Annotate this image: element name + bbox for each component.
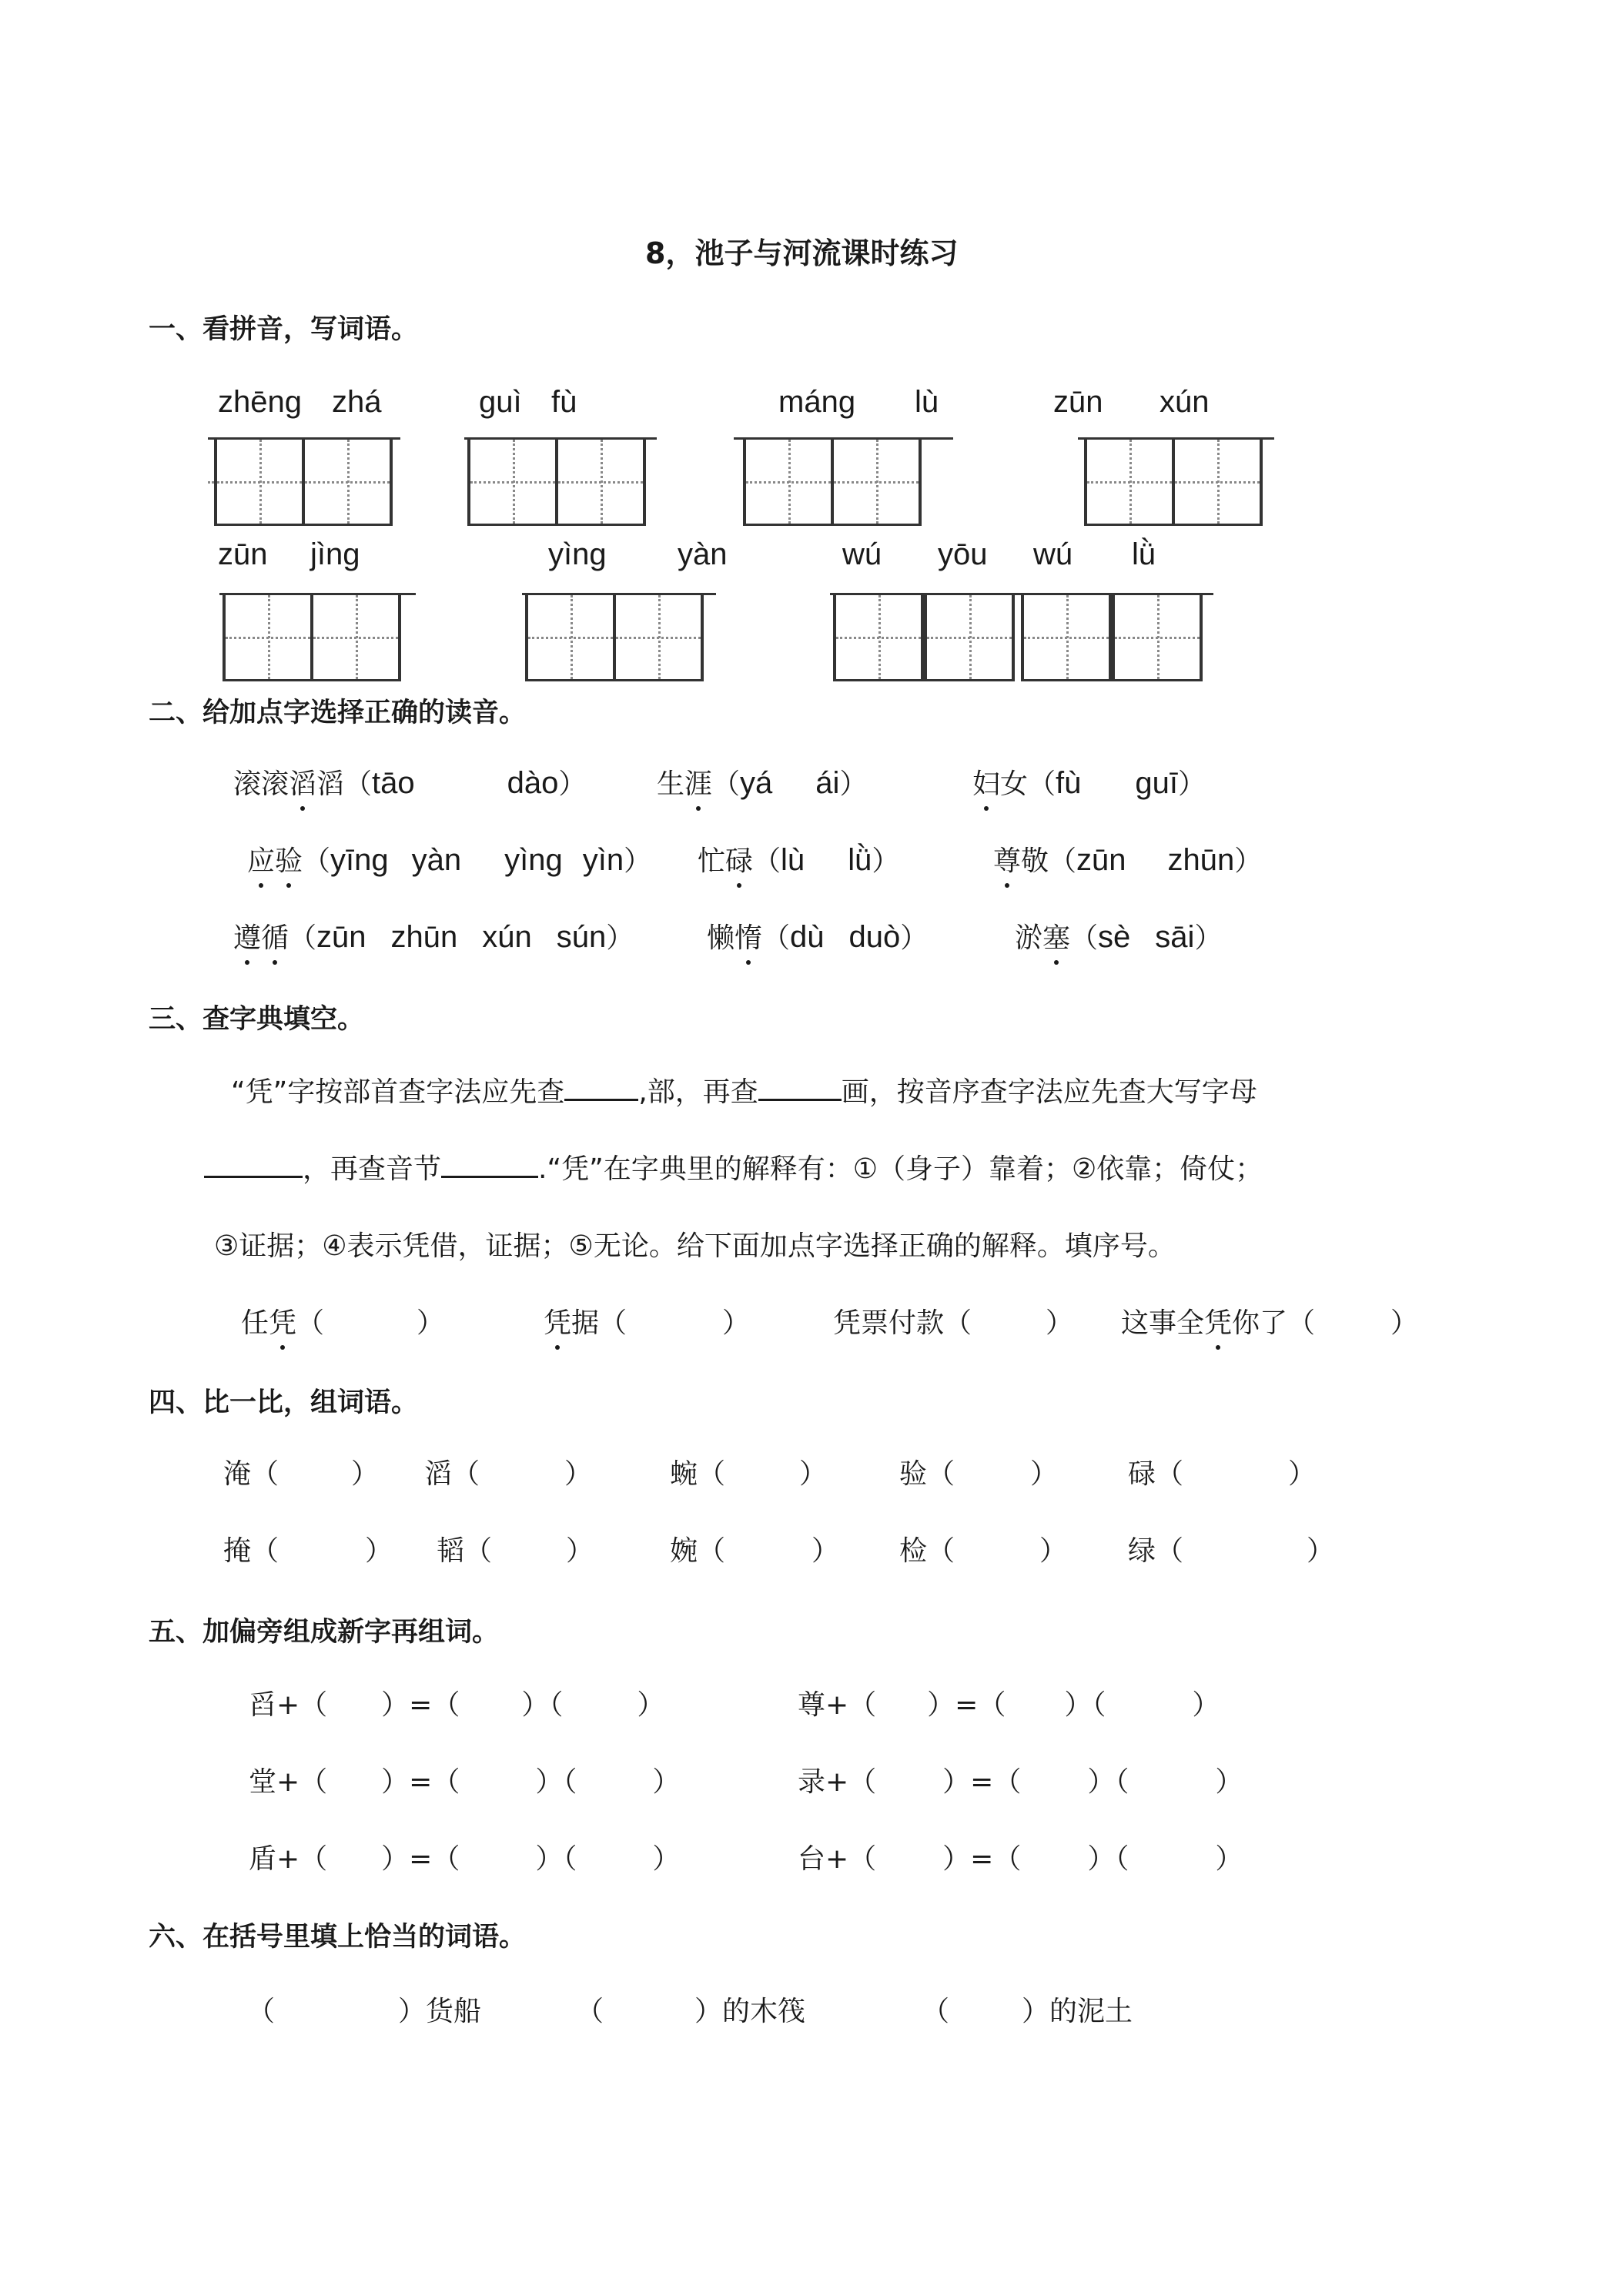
- char-open: 碌（: [1128, 1458, 1184, 1490]
- writing-cell[interactable]: [743, 440, 834, 526]
- fill-item: [576, 1990, 805, 2029]
- radical-open: 台+（: [798, 1843, 877, 1875]
- compare-item: [424, 1452, 592, 1491]
- grid-guide: [1157, 595, 1160, 679]
- paren-close: ）: [652, 1766, 681, 1798]
- paren-close: ）: [1307, 1535, 1335, 1567]
- answer-blank[interactable]: [441, 1148, 538, 1178]
- pinyin: lǜ: [1132, 537, 1156, 571]
- paren-close: ）: [417, 1307, 445, 1339]
- meaning-item: [544, 1301, 750, 1340]
- answer-blank[interactable]: [204, 1148, 303, 1178]
- pinyin: yìng: [548, 537, 607, 571]
- dotted-char: 凭: [544, 1301, 571, 1340]
- writing-cell[interactable]: [924, 595, 1015, 681]
- compare-item: [670, 1529, 839, 1568]
- paren-open: （: [247, 1996, 276, 2027]
- grid-guide: [1066, 595, 1069, 679]
- radical-mid: ）（: [1064, 1689, 1106, 1721]
- pinyin: zūn: [218, 537, 268, 571]
- paren-close: ）: [606, 922, 634, 954]
- reading-item: [972, 762, 1206, 802]
- word-text: 滚滚: [233, 768, 289, 800]
- grid-guide: [788, 440, 791, 524]
- radical-eq: ）=（: [381, 1689, 460, 1721]
- writing-cell[interactable]: [1172, 440, 1263, 526]
- dotted-char: 循: [261, 916, 289, 956]
- pinyin-option[interactable]: yàn: [411, 843, 462, 877]
- radical-eq: ）=（: [381, 1843, 460, 1875]
- section-4-heading: 四、比一比，组词语。: [149, 1387, 419, 1418]
- meaning-item: [1121, 1301, 1418, 1340]
- dict-text: “凭”字按部首查字法应先查: [231, 1076, 565, 1108]
- word-text: 女（: [1000, 768, 1056, 800]
- writing-cell[interactable]: [1021, 595, 1112, 681]
- char-open: 掩（: [223, 1535, 279, 1567]
- compare-item: [223, 1452, 379, 1491]
- grid-guide: [268, 595, 270, 679]
- grid-guide: [876, 440, 878, 524]
- compare-item: [1128, 1452, 1316, 1491]
- pinyin-option[interactable]: ái: [815, 766, 840, 800]
- paren-close: ）: [1215, 1843, 1243, 1875]
- pinyin: fù: [551, 385, 577, 419]
- radical-open: 堂+（: [249, 1766, 328, 1798]
- compare-item: [437, 1529, 594, 1568]
- paren-close: ）: [624, 845, 652, 877]
- section-1-heading: 一、看拼音，写词语。: [149, 314, 419, 345]
- pinyin: zūn: [1053, 385, 1103, 419]
- paren-close: ）: [872, 845, 900, 877]
- pinyin-option[interactable]: zūn: [1076, 843, 1126, 877]
- radical-eq: ）=（: [381, 1766, 460, 1798]
- writing-cell[interactable]: [1084, 440, 1175, 526]
- compare-item: [670, 1452, 827, 1491]
- word-text: 这事全: [1121, 1307, 1205, 1339]
- reading-item: [233, 762, 586, 802]
- pinyin-option[interactable]: yá: [740, 766, 773, 800]
- pinyin: wú: [1033, 537, 1073, 571]
- paren-open: （: [922, 1996, 950, 2027]
- pinyin: jìng: [310, 537, 360, 571]
- reading-item: [1015, 916, 1222, 956]
- reading-item: [657, 762, 867, 802]
- word-text: （: [296, 1307, 325, 1339]
- paren-close: ）: [637, 1689, 665, 1721]
- writing-cell[interactable]: [525, 595, 616, 681]
- word-text: 敬（: [1021, 845, 1077, 877]
- dotted-char: 碌: [725, 839, 753, 879]
- word-text: （: [762, 922, 791, 954]
- pinyin: wú: [842, 537, 882, 571]
- writing-grid[interactable]: [1078, 437, 1274, 530]
- word-text: （: [753, 845, 781, 877]
- pinyin-option[interactable]: sāi: [1155, 920, 1195, 954]
- writing-grid[interactable]: [522, 593, 716, 686]
- word-text: （: [712, 768, 741, 800]
- section-6-heading: 六、在括号里填上恰当的词语。: [149, 1922, 527, 1953]
- writing-cell[interactable]: [302, 440, 393, 526]
- writing-grid[interactable]: [734, 437, 953, 530]
- dict-line-3: ③证据；④表示凭借，证据；⑤无论。给下面加点字选择正确的解释。填序号。: [214, 1230, 1176, 1262]
- writing-cell[interactable]: [214, 440, 305, 526]
- fill-suffix: ）货船: [398, 1996, 482, 2027]
- fill-suffix: ）的泥土: [1022, 1996, 1133, 2027]
- pinyin-option[interactable]: zūn: [316, 920, 366, 954]
- dotted-char: 凭: [1204, 1301, 1232, 1340]
- dict-text: ，再查音节: [303, 1153, 442, 1185]
- meaning-item: [241, 1301, 444, 1340]
- paren-close: ）: [351, 1458, 380, 1490]
- dotted-char: 惰: [735, 916, 762, 956]
- meaning-item: [833, 1301, 1073, 1340]
- pinyin-option[interactable]: yīng: [330, 843, 389, 877]
- writing-cell[interactable]: [555, 440, 646, 526]
- paren-close: ）: [1178, 768, 1206, 800]
- word-text: 懒: [707, 922, 735, 954]
- pinyin-option[interactable]: lǜ: [848, 843, 872, 877]
- dotted-char: 尊: [993, 839, 1021, 879]
- radical-mid: ）（: [535, 1843, 577, 1875]
- paren-open: （: [576, 1996, 604, 2027]
- word-text: 任: [241, 1307, 269, 1339]
- pinyin: zhá: [332, 385, 382, 419]
- pinyin-option[interactable]: fù: [1056, 766, 1082, 800]
- page-title: 8，池子与河流课时练习: [645, 236, 959, 270]
- reading-item: [233, 916, 634, 956]
- dotted-char: 涯: [684, 762, 712, 802]
- reading-item: [698, 839, 899, 879]
- paren-close: ）: [722, 1307, 751, 1339]
- pinyin-option[interactable]: dù: [790, 920, 825, 954]
- writing-cell[interactable]: [467, 440, 558, 526]
- paren-close: ）: [1194, 922, 1223, 954]
- radical-open: 尊+（: [798, 1689, 877, 1721]
- pinyin: máng: [778, 385, 856, 419]
- grid-guide: [571, 595, 573, 679]
- radical-item: [249, 1837, 680, 1876]
- answer-blank[interactable]: [564, 1071, 638, 1101]
- pinyin-option[interactable]: xún: [482, 920, 532, 954]
- dotted-char: 验: [275, 839, 303, 879]
- grid-guide: [513, 440, 515, 524]
- compare-item: [1128, 1529, 1334, 1568]
- grid-guide: [259, 440, 262, 524]
- reading-item: [707, 916, 928, 956]
- radical-item: [249, 1683, 664, 1722]
- dotted-char: 妇: [972, 762, 1000, 802]
- pinyin-option[interactable]: sún: [556, 920, 607, 954]
- dotted-char: 滔: [289, 762, 316, 802]
- paren-close: ）: [839, 768, 868, 800]
- radical-mid: ）（: [521, 1689, 564, 1721]
- pinyin-option[interactable]: yìn: [582, 843, 624, 877]
- pinyin: guì: [479, 385, 522, 419]
- radical-open: 录+（: [798, 1766, 877, 1798]
- section-2-heading: 二、给加点字选择正确的读音。: [149, 698, 527, 728]
- paren-close: ）: [1192, 1689, 1220, 1721]
- writing-grid[interactable]: [219, 593, 416, 686]
- radical-eq: ）=（: [927, 1689, 1006, 1721]
- paren-close: ）: [1390, 1307, 1419, 1339]
- fill-item: [247, 1990, 481, 2029]
- pinyin-option[interactable]: sè: [1098, 920, 1131, 954]
- word-text: 凭票付款（: [833, 1307, 972, 1339]
- word-text: 你了（: [1232, 1307, 1316, 1339]
- dotted-char: 应: [247, 839, 275, 879]
- grid-guide: [969, 595, 972, 679]
- radical-item: [798, 1760, 1243, 1799]
- pinyin-option[interactable]: lù: [781, 843, 805, 877]
- paren-close: ）: [1046, 1307, 1074, 1339]
- dict-line-1: [231, 1070, 1257, 1110]
- radical-eq: ）=（: [942, 1843, 1022, 1875]
- pinyin-option[interactable]: dào: [507, 766, 559, 800]
- char-open: 滔（: [424, 1458, 480, 1490]
- writing-cell[interactable]: [613, 595, 704, 681]
- word-text: （: [1070, 922, 1099, 954]
- dotted-char: 遵: [233, 916, 261, 956]
- writing-grid[interactable]: [464, 437, 657, 530]
- pinyin-option[interactable]: duò: [848, 920, 901, 954]
- paren-close: ）: [812, 1535, 840, 1567]
- pinyin: lù: [915, 385, 939, 419]
- pinyin-option[interactable]: zhūn: [1167, 843, 1235, 877]
- radical-open: 舀+（: [249, 1689, 328, 1721]
- writing-cell[interactable]: [310, 595, 401, 681]
- writing-cell[interactable]: [833, 595, 924, 681]
- dict-text: ,部，再查: [638, 1076, 758, 1108]
- grid-guide: [878, 595, 881, 679]
- grid-guide: [1217, 440, 1220, 524]
- compare-item: [223, 1529, 393, 1568]
- compare-item: [899, 1452, 1058, 1491]
- reading-item: [993, 839, 1262, 879]
- char-open: 婉（: [670, 1535, 726, 1567]
- word-text: 淤: [1015, 922, 1043, 954]
- dict-text: .“凭”在字典里的解释有：①（身子）靠着；②依靠；倚仗；: [538, 1153, 1263, 1185]
- radical-item: [798, 1837, 1243, 1876]
- paren-close: ）: [900, 922, 929, 954]
- paren-close: ）: [558, 768, 587, 800]
- radical-eq: ）=（: [942, 1766, 1022, 1798]
- dotted-char: 凭: [269, 1301, 296, 1340]
- radical-mid: ）（: [1087, 1766, 1129, 1798]
- pinyin: yàn: [678, 537, 728, 571]
- section-3-heading: 三、查字典填空。: [149, 1004, 365, 1035]
- pinyin-option[interactable]: zhūn: [390, 920, 458, 954]
- paren-close: ）: [1039, 1535, 1068, 1567]
- reading-item: [247, 839, 651, 879]
- pinyin-option[interactable]: guī: [1135, 766, 1178, 800]
- radical-mid: ）（: [1087, 1843, 1129, 1875]
- fill-item: [922, 1990, 1133, 2029]
- dict-text: 画，按音序查字法应先查大写字母: [841, 1076, 1257, 1108]
- char-open: 检（: [899, 1535, 955, 1567]
- grid-guide: [356, 595, 358, 679]
- paren-close: ）: [566, 1535, 594, 1567]
- paren-close: ）: [564, 1458, 593, 1490]
- section-5-heading: 五、加偏旁组成新字再组词。: [149, 1617, 500, 1648]
- char-open: 验（: [899, 1458, 955, 1490]
- paren-close: ）: [799, 1458, 828, 1490]
- grid-guide: [658, 595, 661, 679]
- radical-item: [798, 1683, 1220, 1722]
- writing-cell[interactable]: [223, 595, 313, 681]
- char-open: 蜿（: [670, 1458, 726, 1490]
- pinyin: yōu: [938, 537, 988, 571]
- paren-close: ）: [1030, 1458, 1059, 1490]
- word-text: 滔（: [316, 768, 373, 800]
- char-open: 韬（: [437, 1535, 493, 1567]
- char-open: 淹（: [223, 1458, 279, 1490]
- writing-grid[interactable]: [208, 437, 400, 530]
- pinyin: xún: [1160, 385, 1210, 419]
- dotted-char: 塞: [1042, 916, 1070, 956]
- char-open: 绿（: [1128, 1535, 1184, 1567]
- compare-item: [899, 1529, 1067, 1568]
- pinyin: zhēng: [218, 385, 302, 419]
- dict-line-2: [204, 1147, 1263, 1186]
- writing-cell[interactable]: [831, 440, 922, 526]
- writing-grid[interactable]: [830, 593, 1213, 686]
- radical-open: 盾+（: [249, 1843, 328, 1875]
- paren-close: ）: [652, 1843, 681, 1875]
- paren-close: ）: [1288, 1458, 1317, 1490]
- grid-guide: [347, 440, 350, 524]
- word-text: （: [289, 922, 317, 954]
- word-text: 忙: [698, 845, 726, 877]
- paren-close: ）: [365, 1535, 393, 1567]
- pinyin-option[interactable]: tāo: [372, 766, 415, 800]
- word-text: 生: [657, 768, 685, 800]
- word-text: （: [303, 845, 331, 877]
- grid-guide: [601, 440, 603, 524]
- radical-mid: ）（: [535, 1766, 577, 1798]
- grid-guide: [1129, 440, 1132, 524]
- paren-close: ）: [1215, 1766, 1243, 1798]
- fill-suffix: ）的木筏: [694, 1996, 806, 2027]
- writing-cell[interactable]: [1112, 595, 1203, 681]
- paren-close: ）: [1234, 845, 1263, 877]
- radical-item: [249, 1760, 680, 1799]
- pinyin-option[interactable]: yìng: [504, 843, 563, 877]
- word-text: 据（: [571, 1307, 627, 1339]
- answer-blank[interactable]: [758, 1071, 842, 1101]
